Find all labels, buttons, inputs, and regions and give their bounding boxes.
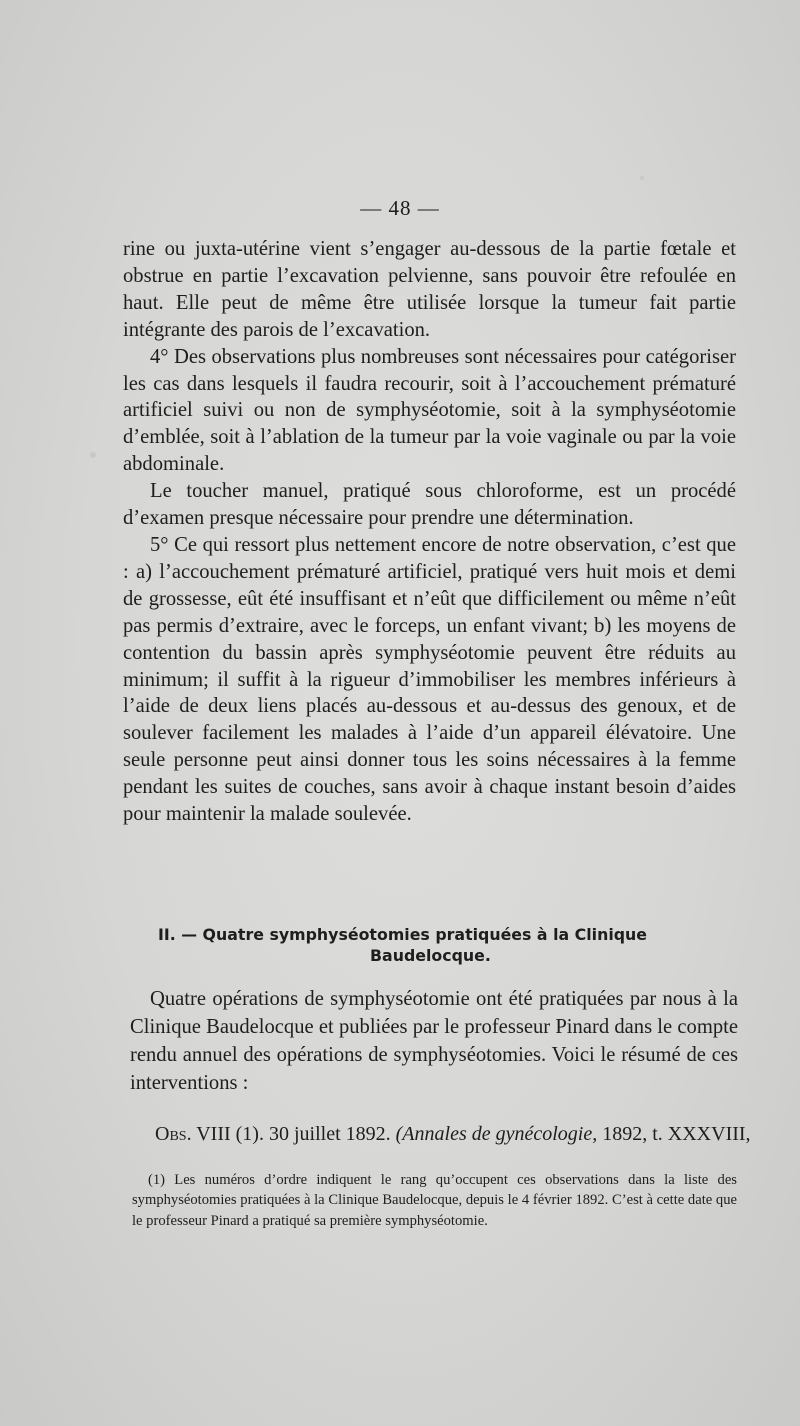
section-heading <box>150 924 740 966</box>
section-intro <box>130 985 738 1097</box>
body-text <box>123 236 736 828</box>
intro-paragraph: Quatre opérations de symphyséotomie ont été pratiquées par nous à la Clinique Baudelocque et publiées par le professeur Pinard dans le compte rendu annuel des opérations de symphyséotomies. Voici le résumé de ces interventions : <box>130 988 738 1094</box>
paragraph-point-5: 5° Ce qui ressort plus nettement encore de notre observation, c’est que : a) l’accouchement prématuré artificiel, pratiqué vers huit mois et demi de grossesse, eût été insuffisant et n’eût que difficilement ou même n’eût pas permis d’extraire, avec le forceps, un enfant vivant; b) les moyens de contention du bassin après symphyséotomie peuvent être réduits au minimum; il suffit à la rigueur d’immobiliser les membres inférieurs à l’aide de deux liens placés au-dessous et au-dessus des genoux, et de soulever facilement les malades à l’aide d’un appareil élévatoire. Une seule personne peut ainsi donner tous les soins nécessaires à la femme pendant les suites de couches, sans avoir à chaque instant besoin d’aides pour maintenir la malade soulevée. <box>123 533 736 826</box>
footnote <box>132 1170 737 1231</box>
obs-source: (Annales de gynécologie, <box>395 1123 598 1145</box>
obs-year: 1892, <box>602 1123 648 1145</box>
obs-number: VIII (1). <box>196 1123 264 1145</box>
section-heading-line1: II. — Quatre symphyséotomies pratiquées à la Clinique <box>158 925 648 944</box>
paper-speck <box>640 176 644 180</box>
paragraph-toucher-manuel: Le toucher manuel, pratiqué sous chloroforme, est un procédé d’examen presque nécessaire pour prendre une détermination. <box>123 480 736 530</box>
paragraph-point-4: 4° Des observations plus nombreuses sont nécessaires pour catégoriser les cas dans lesquels il faudra recourir, soit à l’accouchement prématuré artificiel suivi ou non de symphyséotomie, soit à la symphyséotomie d’emblée, soit à l’ablation de la tumeur par la voie vaginale ou par la voie abdominale. <box>123 345 736 476</box>
footnote-text: (1) Les numéros d’ordre indiquent le rang qu’occupent ces observations dans la liste des symphyséotomies pratiquées à la Clinique Baudelocque, depuis le 4 février 1892. C’est à cette date que le professeur Pinard a pratiqué sa première symphyséotomie. <box>132 1172 737 1229</box>
observation-entry <box>155 1121 751 1147</box>
paragraph-continuation: rine ou juxta-utérine vient s’engager au-dessous de la partie fœtale et obstrue en partie l’excavation pelvienne, sans pouvoir être refoulée en haut. Elle peut de même être utilisée lorsque la tumeur fait partie intégrante des parois de l’excavation. <box>123 238 736 341</box>
paper-speck <box>90 452 96 458</box>
obs-label: Obs. <box>155 1123 192 1145</box>
obs-date: 30 juillet 1892. <box>268 1123 391 1145</box>
obs-volume: t. XXXVIII, <box>652 1123 751 1145</box>
page-number: — 48 — <box>360 196 440 220</box>
section-heading-line2: Baudelocque. <box>370 946 491 965</box>
